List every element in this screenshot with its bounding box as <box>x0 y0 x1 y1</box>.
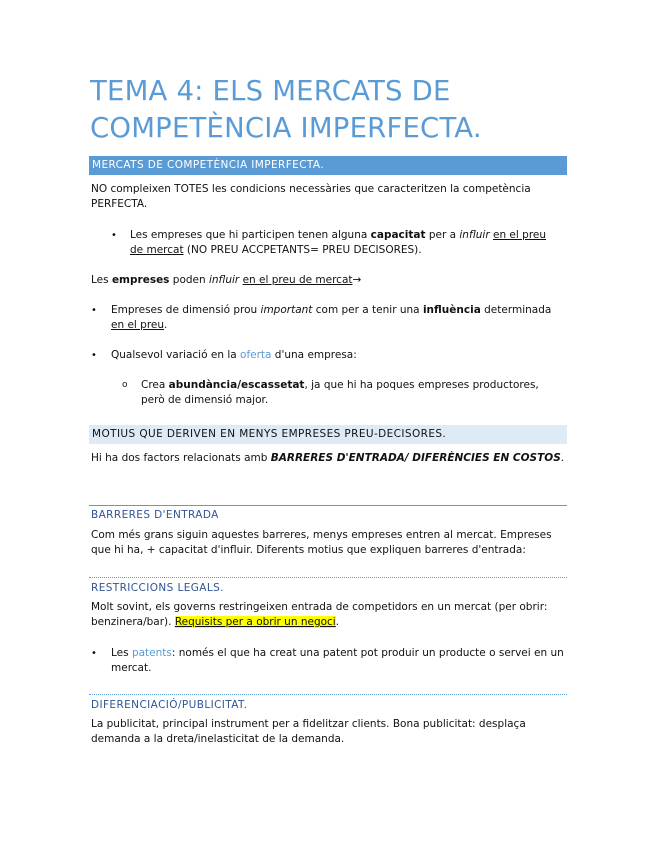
bold-text: empreses <box>111 274 170 286</box>
intro-text: NO compleixen TOTES les condicions necessàries que caracteritzen la competència PERFECTA. <box>91 183 531 210</box>
diferenciacio-paragraph <box>91 717 565 747</box>
underlined-text: en el preu de mercat <box>242 274 353 286</box>
text: per a <box>425 229 460 241</box>
section-heading-motius: MOTIUS QUE DERIVEN EN MENYS EMPRESES PREU-DECISORES. <box>89 425 567 444</box>
circle-bullet-marker: o <box>122 380 128 390</box>
divider <box>89 694 567 695</box>
text: Molt sovint, els governs restringeixen entrada de competidors en un mercat (per obrir: benzinera/bar). <box>91 601 548 628</box>
text: determinada <box>480 304 552 316</box>
bold-text: capacitat <box>370 229 426 241</box>
text: Les empreses que hi participen tenen alguna <box>130 229 371 241</box>
subheading-restriccions: RESTRICCIONS LEGALS. <box>91 582 224 594</box>
italic-text: influir <box>208 274 240 286</box>
highlighted-term: oferta <box>240 349 272 361</box>
arrow-icon: → <box>352 274 362 286</box>
barreres-paragraph <box>91 528 565 558</box>
text: Com més grans siguin aquestes barreres, menys empreses entren al mercat. Empreses que hi ha, + capacitat d'influir. Diferents motius que expliquen barreres d'entrada: <box>91 529 552 556</box>
text: . <box>164 319 168 331</box>
text: (NO PREU ACCPETANTS= PREU DECISORES). <box>183 244 422 256</box>
bold-italic-text: BARRERES D'ENTRADA/ DIFERÈNCIES EN COSTOS <box>270 452 561 464</box>
text: com per a tenir una <box>312 304 423 316</box>
page-title: TEMA 4: ELS MERCATS DE COMPETÈNCIA IMPERFECTA. <box>90 75 482 144</box>
text: Les <box>111 647 132 659</box>
bullet-capacitat <box>130 228 562 258</box>
text: d'una empresa: <box>271 349 357 361</box>
text: Hi ha dos factors relacionats amb <box>91 452 271 464</box>
text: Crea <box>141 379 169 391</box>
text: : només el que ha creat una patent pot produir un producte o servei en un mercat. <box>111 647 564 674</box>
bullet-patents <box>111 646 565 676</box>
text: . <box>560 452 565 464</box>
text: poden <box>169 274 209 286</box>
bullet-marker: • <box>111 230 117 241</box>
bullet-marker: • <box>91 350 97 361</box>
text: Les <box>91 274 112 286</box>
divider <box>89 505 567 506</box>
bullet-variacio <box>111 348 565 363</box>
bold-text: influència <box>422 304 481 316</box>
underlined-text: en el preu <box>111 319 165 331</box>
text: Empreses de dimensió prou <box>111 304 261 316</box>
restriccions-paragraph <box>91 600 565 630</box>
text: Qualsevol variació en la <box>111 349 241 361</box>
text: , ja que hi ha poques empreses productores, però de dimensió major. <box>141 379 539 406</box>
bold-text: abundància/escassetat <box>168 379 305 391</box>
bullet-marker: • <box>91 648 97 659</box>
subheading-diferenciacio: DIFERENCIACIÓ/PUBLICITAT. <box>91 699 248 711</box>
underlined-text: en el preu de mercat <box>130 229 547 256</box>
subheading-barreres: BARRERES D'ENTRADA <box>91 509 219 521</box>
bullet-dimensio <box>111 303 565 333</box>
italic-text: important <box>260 304 313 316</box>
empreses-paragraph <box>91 273 565 288</box>
italic-text: influir <box>459 229 490 241</box>
section-heading-mercats: MERCATS DE COMPETÈNCIA IMPERFECTA. <box>89 156 567 175</box>
bullet-marker: • <box>91 305 97 316</box>
highlighted-text: Requisits per a obrir un negoci <box>174 616 336 628</box>
intro-paragraph <box>91 182 565 212</box>
motius-paragraph <box>91 451 565 466</box>
divider <box>89 577 567 578</box>
subbullet-abundancia <box>141 378 565 408</box>
text: La publicitat, principal instrument per a fidelitzar clients. Bona publicitat: desplaça demanda a la dreta/inelasticitat de la demanda. <box>91 718 526 745</box>
highlighted-term: patents <box>131 647 172 659</box>
text: . <box>335 616 340 628</box>
